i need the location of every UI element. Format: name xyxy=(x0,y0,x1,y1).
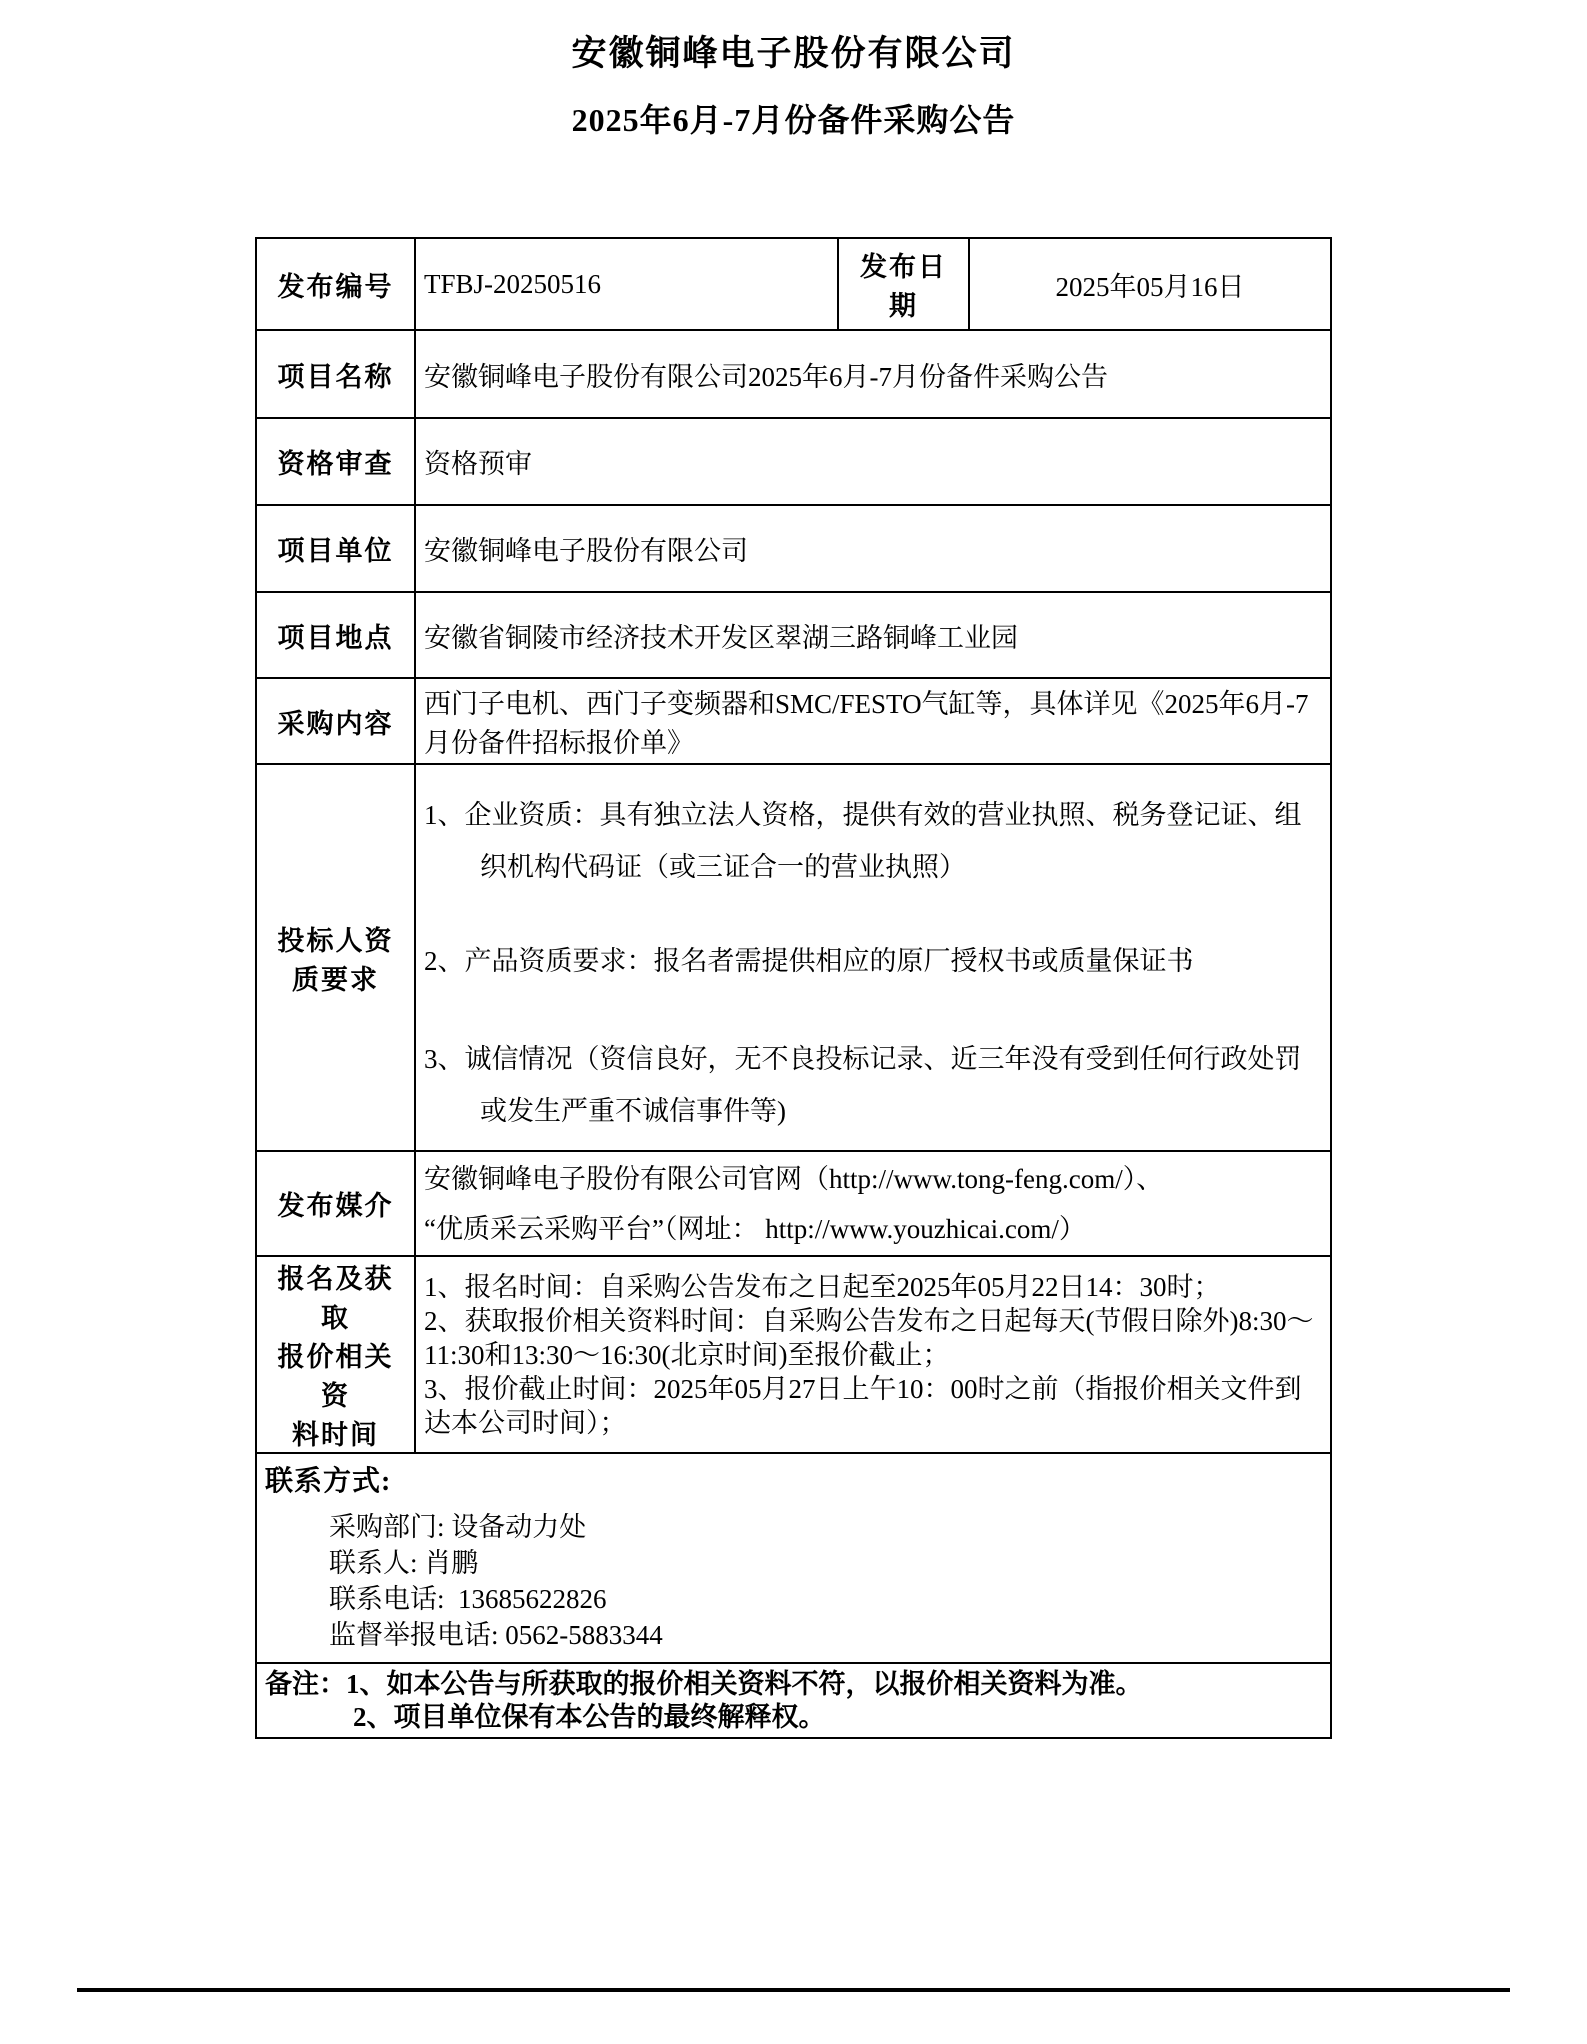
contact-department: 采购部门: 设备动力处 xyxy=(329,1512,587,1542)
table-row-remarks xyxy=(256,1663,1331,1738)
schedule-item: 3、报价截止时间：2025年05月27日上午10：00时之前（指报价相关文件到达本公司时间）； xyxy=(424,1373,1302,1438)
project-location-value: 安徽省铜陵市经济技术开发区翠湖三路铜峰工业园 xyxy=(415,592,1331,678)
procurement-content-label: 采购内容 xyxy=(256,678,415,764)
schedule-label-line: 报价相关资 xyxy=(277,1342,394,1411)
table-row-project-unit xyxy=(256,505,1331,592)
project-location-label: 项目地点 xyxy=(256,592,415,678)
contact-title: 联系方式: xyxy=(265,1466,392,1497)
bidder-qualification-label xyxy=(256,764,415,1151)
publish-media-line: “优质采云采购平台”（网址： http://www.youzhicai.com/） xyxy=(424,1213,1086,1244)
page-title: 安徽铜峰电子股份有限公司 xyxy=(571,34,1016,73)
contact-person: 联系人: 肖鹏 xyxy=(329,1548,479,1578)
table-row-contact xyxy=(256,1453,1331,1663)
project-name-label: 项目名称 xyxy=(256,330,415,418)
qualification-item: 3、诚信情况（资信良好，无不良投标记录、近三年没有受到任何行政处罚或发生严重不诚信事件等) xyxy=(424,1043,1302,1126)
schedule-item: 2、获取报价相关资料时间：自采购公告发布之日起每天(节假日除外)8:30～11:30和13:30～16:30(北京时间)至报价截止； xyxy=(424,1305,1314,1370)
contact-supervision-phone: 监督举报电话: 0562-5883344 xyxy=(329,1620,663,1650)
publish-number-label: 发布编号 xyxy=(256,238,415,330)
table-row-schedule xyxy=(256,1256,1331,1453)
publish-date-label: 发布日期 xyxy=(838,238,969,330)
project-unit-value: 安徽铜峰电子股份有限公司 xyxy=(415,505,1331,592)
schedule-value xyxy=(415,1256,1331,1453)
contact-section xyxy=(256,1453,1331,1663)
qualification-item: 2、产品资质要求：报名者需提供相应的原厂授权书或质量保证书 xyxy=(424,945,1194,976)
table-row-publish-media xyxy=(256,1151,1331,1256)
project-unit-label: 项目单位 xyxy=(256,505,415,592)
schedule-label-line: 料时间 xyxy=(292,1420,379,1450)
schedule-label xyxy=(256,1256,415,1453)
publish-media-line: 安徽铜峰电子股份有限公司官网（http://www.tong-feng.com/）、 xyxy=(424,1163,1164,1194)
table-row-project-location xyxy=(256,592,1331,678)
qualification-review-value: 资格预审 xyxy=(415,418,1331,505)
schedule-label-line: 报名及获取 xyxy=(277,1264,394,1333)
announcement-table xyxy=(255,237,1332,1739)
bidder-qualification-label-line: 投标人资 xyxy=(277,925,394,956)
bidder-qualification-label-line: 质要求 xyxy=(292,964,379,995)
schedule-item: 1、报名时间：自采购公告发布之日起至2025年05月22日14：30时； xyxy=(424,1271,1221,1302)
project-name-value: 安徽铜峰电子股份有限公司2025年6月-7月份备件采购公告 xyxy=(415,330,1331,418)
publish-date-value: 2025年05月16日 xyxy=(969,238,1331,330)
qualification-review-label: 资格审查 xyxy=(256,418,415,505)
bidder-qualification-value xyxy=(415,764,1331,1151)
table-row-project-name xyxy=(256,330,1331,418)
procurement-content-value: 西门子电机、西门子变频器和SMC/FESTO气缸等，具体详见《2025年6月-7月份备件招标报价单》 xyxy=(415,678,1331,764)
remark-line-1: 备注：1、如本公告与所获取的报价相关资料不符，以报价相关资料为准。 xyxy=(265,1668,1143,1699)
page-subtitle: 2025年6月-7月份备件采购公告 xyxy=(571,102,1016,138)
qualification-item: 1、企业资质：具有独立法人资格，提供有效的营业执照、税务登记证、组织机构代码证（或三证合一的营业执照） xyxy=(424,799,1302,882)
publish-number-value: TFBJ-20250516 xyxy=(415,238,838,330)
remarks-section xyxy=(256,1663,1331,1738)
publish-media-label: 发布媒介 xyxy=(256,1151,415,1256)
table-row-qualification-review xyxy=(256,418,1331,505)
table-row-bidder-qualification xyxy=(256,764,1331,1151)
publish-media-value xyxy=(415,1151,1331,1256)
contact-phone: 联系电话: 13685622826 xyxy=(329,1584,607,1614)
table-row-procurement-content xyxy=(256,678,1331,764)
table-row-publish xyxy=(256,238,1331,330)
remark-line-2: 2、项目单位保有本公告的最终解释权。 xyxy=(353,1701,826,1732)
footer-rule xyxy=(77,1988,1510,1992)
